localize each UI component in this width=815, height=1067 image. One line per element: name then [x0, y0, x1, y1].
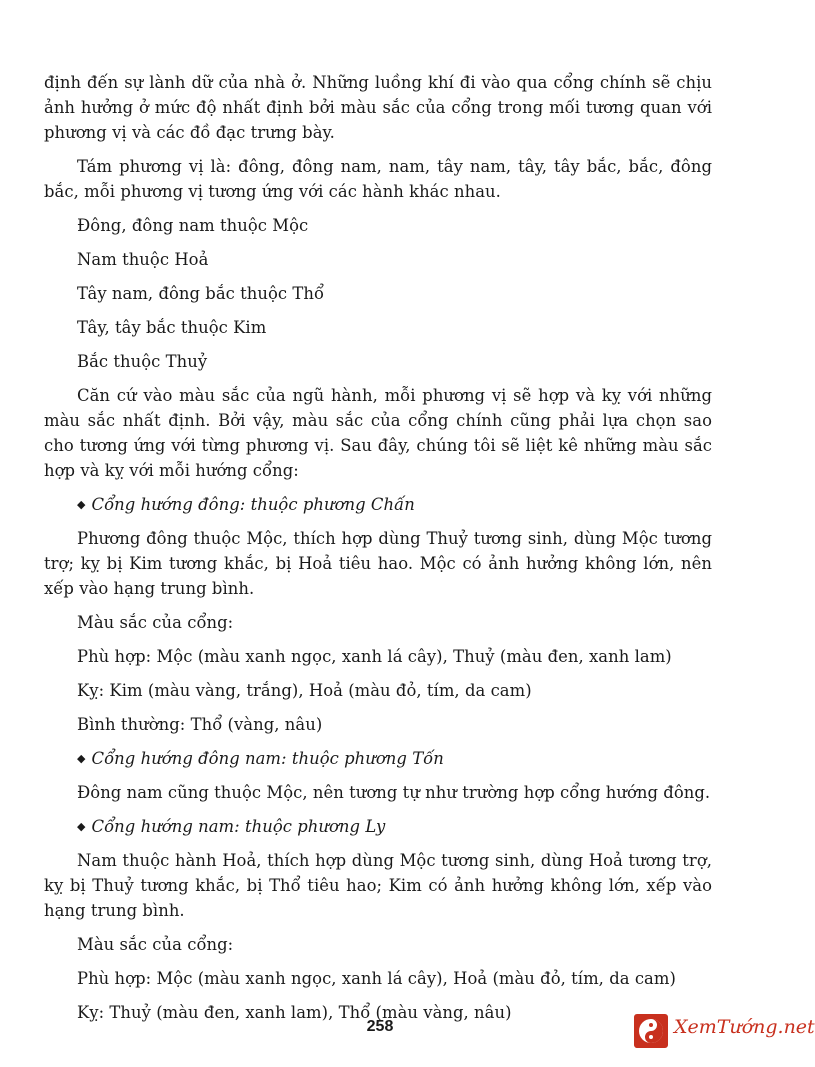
suitable-colors: Phù hợp: Mộc (màu xanh ngọc, xanh lá cây), Hoả (màu đỏ, tím, da cam)	[77, 969, 676, 988]
list-item: Bắc thuộc Thuỷ	[77, 352, 208, 371]
watermark-text: XemTướng.net	[674, 1016, 815, 1038]
list-item: Tây nam, đông bắc thuộc Thổ	[77, 284, 325, 303]
page-number: 258	[366, 1018, 394, 1035]
avoid-colors: Kỵ: Thuỷ (màu đen, xanh lam), Thổ (màu vàng, nâu)	[77, 1003, 512, 1022]
heading-text: Cổng hướng nam: thuộc phương Ly	[91, 817, 386, 836]
paragraph-southeast: Đông nam cũng thuộc Mộc, nên tương tự như trường hợp cổng hướng đông.	[77, 783, 711, 802]
diamond-bullet-icon: ◆	[77, 820, 86, 833]
yin-yang-icon	[634, 1014, 668, 1048]
list-item: Đông, đông nam thuộc Mộc	[77, 216, 309, 235]
list-item: Nam thuộc Hoả	[77, 250, 209, 269]
section-heading-east	[44, 492, 712, 517]
paragraph-intro: định đến sự lành dữ của nhà ở. Những luồng khí đi vào qua cổng chính sẽ chịu ảnh hưởng ở mức độ nhất định bởi màu sắc của cổng trong mối tương quan với phương vị và các đồ đạc trưng bày.	[44, 73, 712, 142]
colors-label: Màu sắc của cổng:	[77, 935, 234, 954]
heading-text: Cổng hướng đông: thuộc phương Chấn	[91, 495, 415, 514]
paragraph-east: Phương đông thuộc Mộc, thích hợp dùng Thuỷ tương sinh, dùng Mộc tương trợ; kỵ bị Kim tương khắc, bị Hoả tiêu hao. Mộc có ảnh hưởng không lớn, nên xếp vào hạng trung bình.	[44, 529, 712, 598]
diamond-bullet-icon: ◆	[77, 752, 86, 765]
paragraph-south: Nam thuộc hành Hoả, thích hợp dùng Mộc tương sinh, dùng Hoả tương trợ, kỵ bị Thuỷ tương khắc, bị Thổ tiêu hao; Kim có ảnh hưởng không lớn, xếp vào hạng trung bình.	[44, 851, 712, 920]
diamond-bullet-icon: ◆	[77, 498, 86, 511]
paragraph-colors-basis: Căn cứ vào màu sắc của ngũ hành, mỗi phương vị sẽ hợp và kỵ với những màu sắc nhất định. Bởi vậy, màu sắc của cổng chính cũng phải lựa chọn sao cho tương ứng với từng phương vị. Sau đây, chúng tôi sẽ liệt kê những màu sắc hợp và kỵ với mỗi hướng cổng:	[44, 386, 712, 480]
section-heading-southeast	[44, 746, 712, 771]
section-heading-south	[44, 814, 712, 839]
avoid-colors: Kỵ: Kim (màu vàng, trắng), Hoả (màu đỏ, tím, da cam)	[77, 681, 532, 700]
paragraph-eight-directions: Tám phương vị là: đông, đông nam, nam, tây nam, tây, tây bắc, bắc, đông bắc, mỗi phương vị tương ứng với các hành khác nhau.	[44, 157, 712, 201]
heading-text: Cổng hướng đông nam: thuộc phương Tốn	[91, 749, 444, 768]
list-item: Tây, tây bắc thuộc Kim	[77, 318, 267, 337]
normal-colors: Bình thường: Thổ (vàng, nâu)	[77, 715, 323, 734]
colors-label: Màu sắc của cổng:	[77, 613, 234, 632]
suitable-colors: Phù hợp: Mộc (màu xanh ngọc, xanh lá cây), Thuỷ (màu đen, xanh lam)	[77, 647, 672, 666]
document-page	[44, 70, 712, 1034]
watermark	[634, 1012, 815, 1052]
